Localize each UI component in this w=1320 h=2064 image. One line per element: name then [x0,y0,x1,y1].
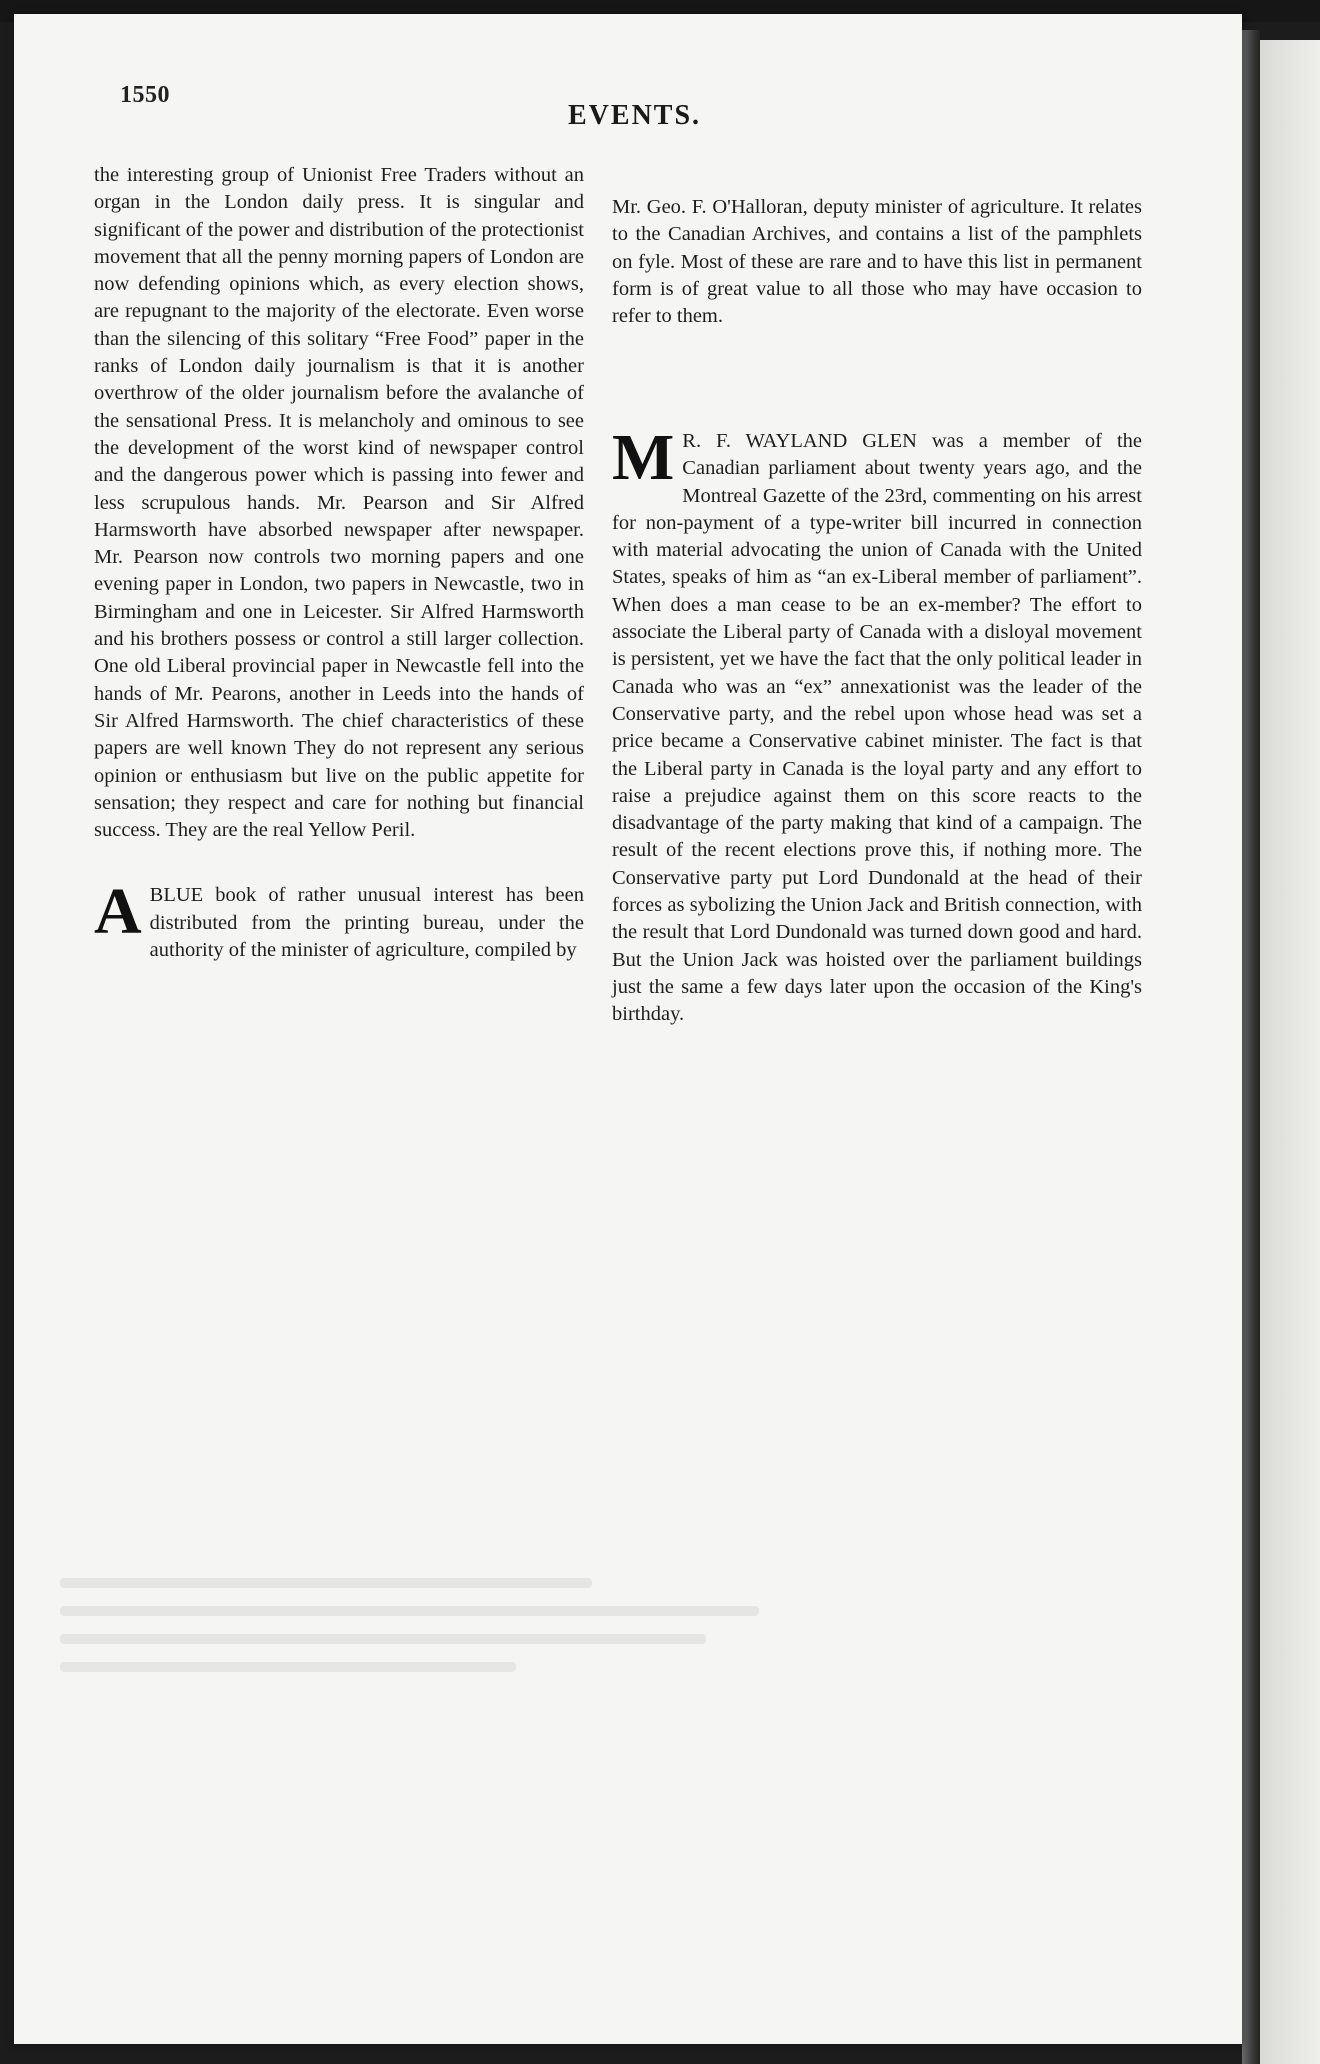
show-through-bleed [60,1560,820,1780]
running-title: EVENTS. [568,100,702,131]
book-spine [1242,30,1260,2064]
drop-cap: M [612,421,675,494]
blue-book-continuation-paragraph: Mr. Geo. F. O'Halloran, deputy minister of agriculture. It relates to the Canadian Archives, and contains a list of the pamphlets on fyle. Most of these are rare and to have this list in permanent form is of great value to all those who may have occasion to refer to them. [612,196,1142,328]
blue-book-text: BLUE book of rather unusual interest has been distributed from the printing bureau, under the authority of the minister of agriculture, compiled by [149,884,584,962]
facing-page-edge [1260,40,1320,2064]
wayland-glen-text: R. F. WAYLAND GLEN was a member of the Canadian parliament about twenty years ago, and the Montreal Gazette of the 23rd, commenting on his arrest for non-payment of a type-writer bill incurred in connection with material advocating the union of Canada with the United States, speaks of him as “an ex-Liberal member of parliament”. When does a man cease to be an ex-member? The effort to associate the Liberal party of Canada with a disloyal movement is persistent, yet we have the fact that the only political leader in Canada who was an “ex” annexationist was the leader of the Conservative party, and the rebel upon whose head was set a price became a Conservative cabinet minister. The fact is that the Liberal party in Canada is the loyal party and any effort to raise a prejudice against them on this score reacts to the disadvantage of the party making that kind of a campaign. The result of the recent elections prove this, if nothing more. The Conservative party put Lord Dundonald at the head of their forces as sybolizing the Union Jack and British connection, with the result that Lord Dundonald was turned down good and hard. But the Union Jack was hoisted over the parliament buildings just the same a few days later upon the occasion of the King's birthday. [612,430,1142,1026]
right-column-bottom [612,421,1142,1029]
article-continuation-paragraph: the interesting group of Unionist Free Traders without an organ in the London daily press. It is singular and significant of the power and distribution of the protectionist movement that all the penny morning papers of London are now defending opinions which, as every election shows, are repugnant to the majority of the electorate. Even worse than the silencing of this solitary “Free Food” paper in the ranks of London daily journalism is that it is another overthrow of the older journalism before the avalanche of the sensational Press. It is melancholy and ominous to see the development of the worst kind of newspaper control and the dangerous power which is passing into fewer and less scrupulous hands. Mr. Pearson and Sir Alfred Harmsworth have absorbed newspaper after newspaper. Mr. Pearson now controls two morning papers and one evening paper in London, two papers in Newcastle, two in Birmingham and one in Leicester. Sir Alfred Harmsworth and his brothers possess or control a still larger collection. One old Liberal provincial paper in Newcastle fell into the hands of Mr. Pearons, another in Leeds into the hands of Sir Alfred Harmsworth. The chief characteristics of these papers are well known They do not represent any serious opinion or enthusiasm but live on the public appetite for sensation; they respect and care for nothing but financial success. They are the real Yellow Peril. [94,164,584,842]
page-number: 1550 [120,82,170,108]
drop-cap: A [94,875,142,949]
left-column [94,162,584,964]
blue-book-paragraph [94,875,584,964]
wayland-glen-paragraph [612,421,1142,1029]
right-column-top [612,194,1142,330]
